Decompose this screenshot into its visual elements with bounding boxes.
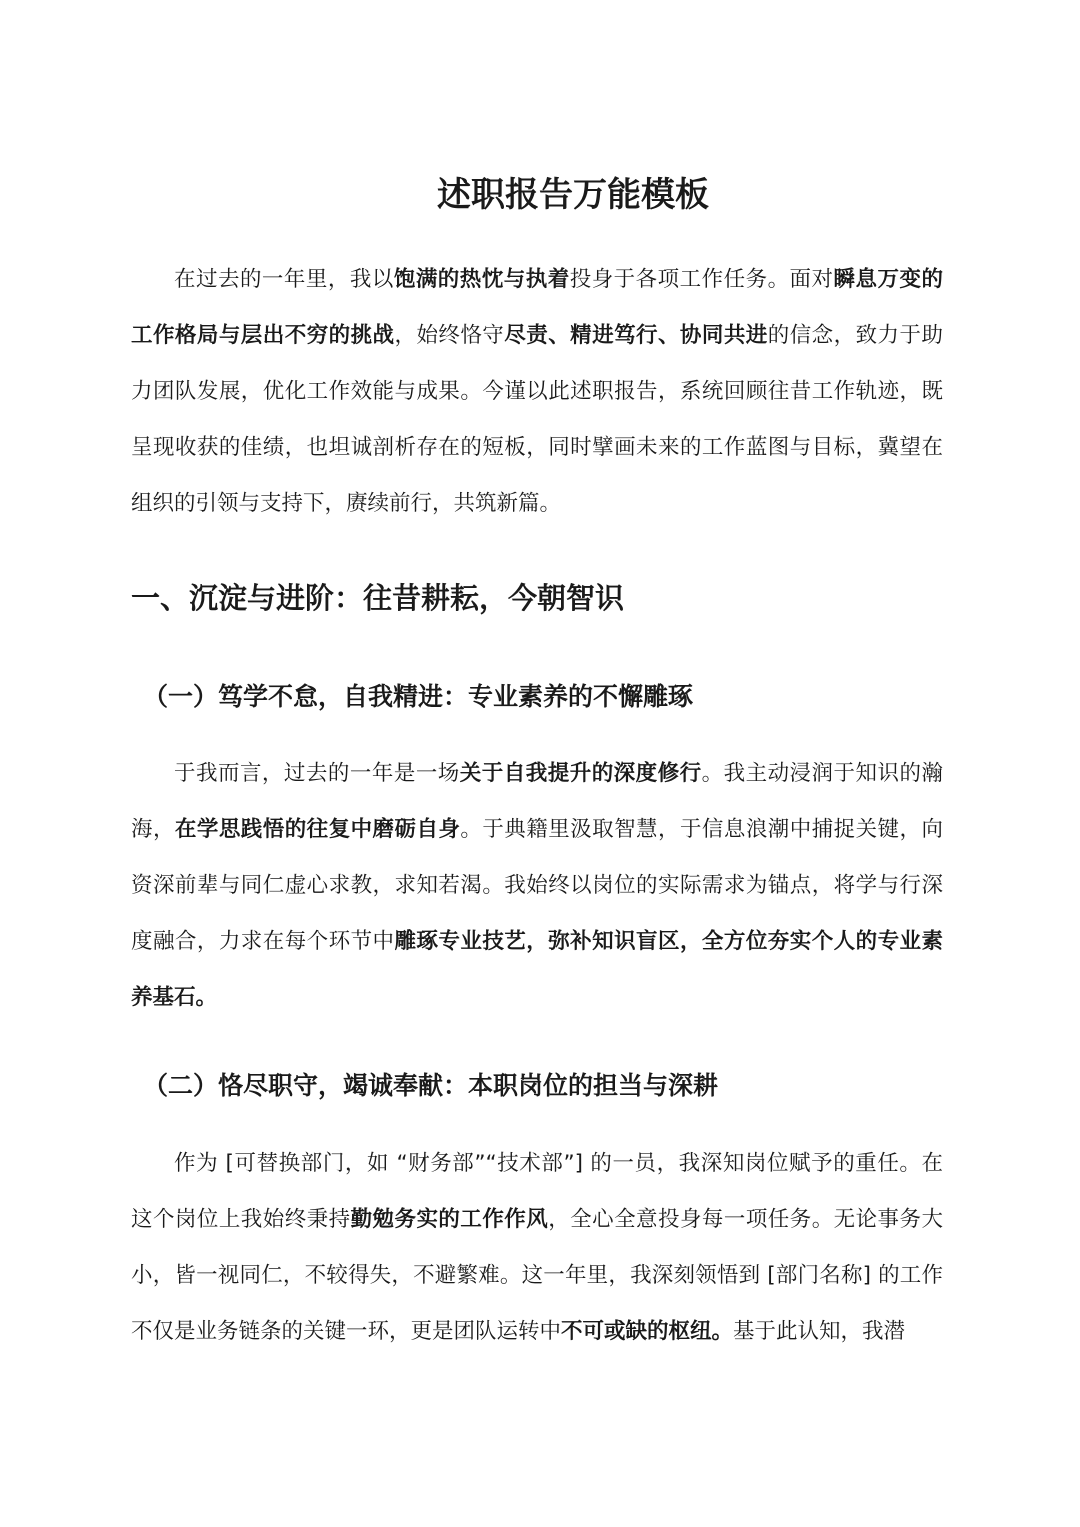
emphasis-text: 尽责、精进笃行、协同共进: [504, 323, 768, 348]
subsection-1-paragraph: [131, 746, 943, 1026]
emphasis-text: 关于自我提升的深度修行: [459, 761, 702, 786]
body-text: 作为 [可替换部门，如 “财务部”“技术部”] 的一员，我深知岗位赋予的重任。在这个岗位上我始终秉持: [131, 1151, 943, 1232]
subsection-2-heading: （二）恪尽职守，竭诚奉献：本职岗位的担当与深耕: [143, 1071, 719, 1100]
body-text: 基于此认知，我潜: [733, 1319, 906, 1344]
body-text: 于我而言，过去的一年是一场: [174, 761, 460, 786]
body-text: 。我主动浸润于知识的瀚海，: [131, 761, 943, 842]
emphasis-text: 勤勉务实的工作作风: [350, 1207, 549, 1232]
emphasis-text: 瞬息万变的工作格局与层出不穷的挑战: [131, 267, 943, 348]
subsection-2-paragraph: [131, 1136, 943, 1360]
body-text: 投身于各项工作任务。面对: [569, 267, 834, 292]
subsection-1-heading: （一）笃学不怠，自我精进：专业素养的不懈雕琢: [143, 682, 694, 711]
emphasis-text: 在学思践悟的往复中磨砺自身: [174, 817, 461, 842]
body-text: ，全心全意投身每一项任务。无论事务大小，皆一视同仁，不较得失，不避繁难。这一年里，我深刻领悟到 [部门名称] 的工作不仅是业务链条的关键一环，更是团队运转中: [131, 1207, 943, 1344]
emphasis-text: 饱满的热忱与执着: [393, 267, 570, 292]
intro-paragraph: [131, 252, 943, 532]
body-text: 的信念，致力于助力团队发展，优化工作效能与成果。今谨以此述职报告，系统回顾往昔工作轨迹，既呈现收获的佳绩，也坦诚剖析存在的短板，同时擘画未来的工作蓝图与目标，冀望在组织的引领与支持下，赓续前行，共筑新篇。: [131, 323, 943, 516]
document-title: 述职报告万能模板: [437, 175, 709, 215]
body-text: ，始终恪守: [394, 323, 505, 348]
emphasis-text: 不可或缺的枢纽。: [561, 1319, 734, 1344]
section-1-heading: 一、沉淀与进阶：往昔耕耘，今朝智识: [131, 581, 625, 615]
body-text: 。于典籍里汲取智慧，于信息浪潮中捕捉关键，向资深前辈与同仁虚心求教，求知若渴。我始终以岗位的实际需求为锚点，将学与行深度融合，力求在每个环节中: [131, 817, 943, 954]
body-text: 在过去的一年里，我以: [174, 267, 394, 292]
emphasis-text: 雕琢专业技艺，弥补知识盲区，全方位夯实个人的专业素养基石。: [131, 929, 943, 1010]
